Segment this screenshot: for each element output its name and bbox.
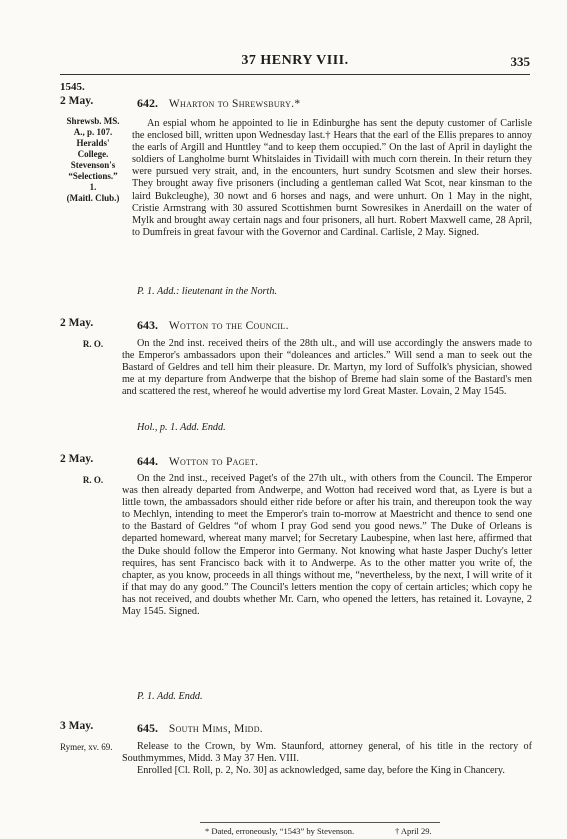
header-rule — [60, 74, 530, 75]
source-line: R. O. — [82, 339, 104, 349]
footnote-rule — [200, 822, 440, 823]
entry-title: Wotton to the Council. — [168, 320, 289, 332]
source-line: College. — [77, 149, 109, 159]
source-line: Stevenson's — [70, 160, 116, 170]
entry-title: Wotton to Paget. — [168, 456, 259, 468]
entry-body — [122, 338, 532, 398]
entry-body — [132, 118, 532, 239]
source-line: 1. — [89, 182, 97, 192]
entry-paragraph: An espial whom he appointed to lie in Edinburghe has sent the deputy customer of Carlisle the enclosed bill, written upon Wednesday last.† Hears that the earl of the Ellis prepares to annoy the earls of Argill and Hunttley “and to keep them occupied.” On the last of April in daylight the soldiers of Langholme burnt Whitslaides in Tividaill with much corn therein. In their return they were pursued very strait, and, in the encounters, hurt sundry Scotsmen and slew their horses. They brought away five prisoners (including a gentleman called Wat Scot, near kinsman to the laird Bukcleughe), 30 nowt and 6 horses and nags, and were unhurt. On 1 May in the night, Cristie Armstrang with 30 assured Scottishmen burnt Sowresikes in Anerdaill on the water of Mylk and brought away certain nags and four prisoners, all hurt. Robert Maxwell came, 28 April, to Dumfreis in great favour with the Governor and Cardinal. Carlisle, 2 May. Signed. — [132, 118, 532, 238]
source-note — [60, 475, 126, 486]
source-note — [60, 339, 126, 350]
page-number: 335 — [510, 54, 530, 69]
entry-paragraph: On the 2nd inst., received Paget's of the 27th ult., with others from the Council. The Emperor was then already departed from Andwerpe, and Wotton had received word that, as Lyere is but a little town, the ambassadors should either ride before or after his train, and thereupon took the way to Mechlyn, intending to meet the Emperor's train to-morrow at Maestricht and thence to send one to the Bastard of Geldres “of whom I pray God send you good news.” The Duke of Orleans is departed homeward, whereat many marvel; for Secretary Laubespine, when last here, affirmed that the Duke should follow the Emperor into Germany. Not knowing what haste Jasper Duchy's letter requires, has sent Francisco back with it to Andwerpe. As to the other matter you write of, the chapter, as you know, proceeds in all things without me, “nevertheless, by the next, I will write of it if that may do any good.” The Council's letters mention the copy of certain articles; which copy he has not received, and doubts whether Mr. Carn, who opened the letters, has retained it. Lovayne, 2 May 1545. Signed. — [122, 473, 532, 618]
entry-heading — [137, 318, 289, 333]
source-line: Rymer, xv. 69. — [60, 742, 113, 752]
entry-body — [122, 473, 532, 618]
source-note — [60, 742, 126, 753]
entry-number: 643. — [137, 318, 158, 332]
entry-number: 644. — [137, 454, 158, 468]
entry-paragraph: Release to the Crown, by Wm. Staunford, attorney general, of his title in the rectory of Southmymmes, Midd. 3 May 37 Hen. VIII. — [122, 741, 532, 765]
header-title: 37 HENRY VIII. — [241, 53, 349, 68]
entry-meta: P. 1. Add.: lieutenant in the North. — [137, 286, 277, 297]
running-header — [60, 49, 530, 73]
source-line: “Selections.” — [68, 171, 118, 181]
entry-body — [122, 741, 532, 777]
entry-title: Wharton to Shrewsbury.* — [168, 98, 301, 110]
entry-paragraph: Enrolled [Cl. Roll, p. 2, No. 30] as acknowledged, same day, before the King in Chancery. — [137, 765, 505, 777]
entry-date: 2 May. — [60, 317, 94, 329]
footnote: * Dated, erroneously, “1543” by Stevenson. — [205, 826, 355, 836]
entry-meta: Hol., p. 1. Add. Endd. — [137, 422, 226, 433]
entry-number: 642. — [137, 96, 158, 110]
year-marker: 1545. — [60, 81, 85, 93]
entry-date: 2 May. — [60, 95, 94, 107]
entry-date: 3 May. — [60, 720, 94, 732]
entry-heading — [137, 96, 300, 111]
source-line: Shrewsb. MS. — [66, 116, 120, 126]
entry-date: 2 May. — [60, 453, 94, 465]
entry-title: South Mims, Midd. — [168, 723, 263, 735]
source-line: (Maitl. Club.) — [66, 193, 120, 203]
footnote: † April 29. — [395, 826, 432, 836]
source-line: R. O. — [82, 475, 104, 485]
entry-paragraph: On the 2nd inst. received theirs of the 28th ult., and will use accordingly the answers made to the Emperor's ambassadors upon their “doleances and articles.” Will send a man to seek out the Bastard of Geldres and tell him their pleasure. Dr. Martyn, my lord of Suffolk's physician, showed me at my departure from Andwerpe that the bishop of Breme had slain some of the Bastard's men and scattered the rest, whereof he would advertise my lord Great Master. Lovain, 2 May 1545. — [122, 338, 532, 398]
entry-number: 645. — [137, 721, 158, 735]
entry-meta: P. 1. Add. Endd. — [137, 691, 203, 702]
entry-heading — [137, 454, 258, 469]
source-note — [60, 116, 126, 204]
entry-heading — [137, 721, 263, 736]
source-line: A., p. 107. — [73, 127, 113, 137]
source-line: Heralds' — [76, 138, 110, 148]
